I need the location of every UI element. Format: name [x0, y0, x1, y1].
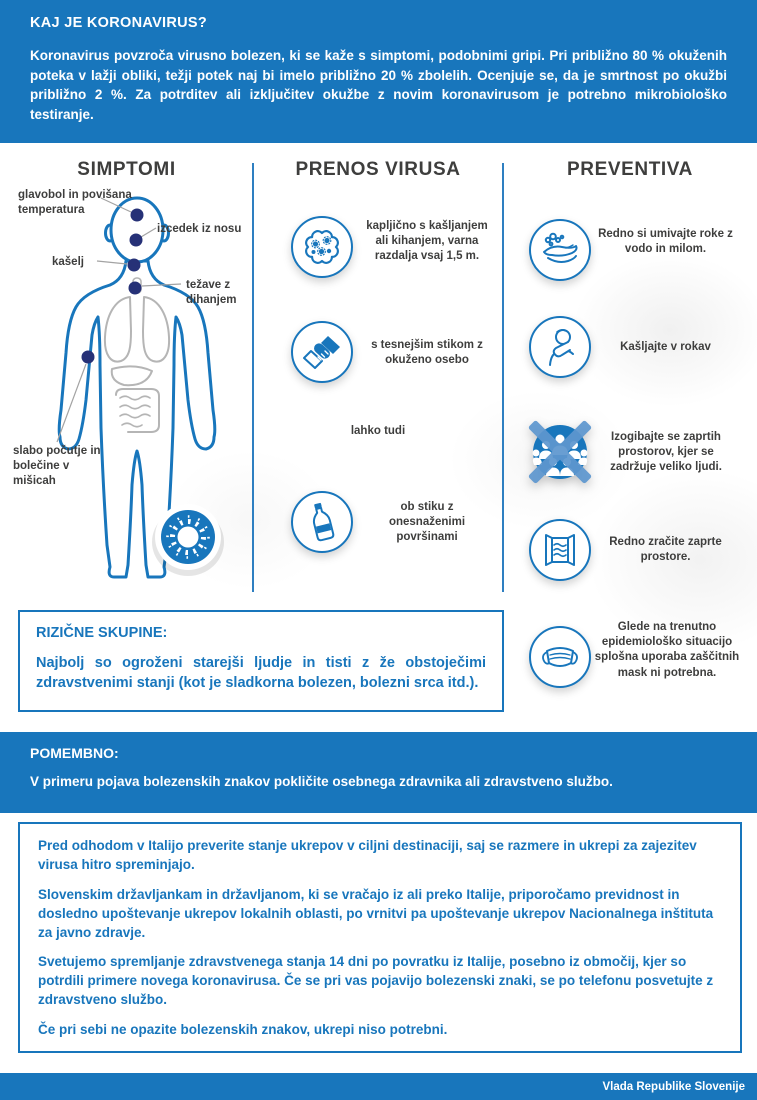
risk-groups-box: [18, 610, 504, 712]
transmission-surfaces-text: ob stiku z onesnaženimi površinami: [388, 501, 466, 544]
symptom-label-runny-nose: izcedek iz nosu: [157, 223, 242, 235]
symptom-dot: [82, 351, 95, 364]
travel-paragraph: Svetujemo spremljanje zdravstvenega stanja 14 dni po povratku iz Italije, posebno iz območij, kjer so potrdili primere novega koronavirusa. Če se pri vas pojavijo bolezenski znaki, se po telefonu posvetujte z zdravstveno službo.: [38, 954, 714, 1008]
avoid-crowds-icon: [522, 414, 598, 490]
symptom-dot: [129, 282, 142, 295]
bottle-icon: [291, 491, 353, 553]
important-text: V primeru pojava bolezenskih znakov pokličite osebnega zdravnika ali zdravstveno službo.: [30, 774, 613, 789]
prevention-crowds-text: Izogibajte se zaprtih prostorov, kjer se zadržuje veliko ljudi.: [610, 431, 722, 474]
symptom-dot: [130, 234, 143, 247]
footer-bar: [0, 1073, 757, 1100]
prevention-mask-text: Glede na trenutno epidemiološko situacijo splošna uporaba zaščitnih mask ni potrebna.: [594, 621, 740, 679]
symptom-label-cough: kašelj: [52, 256, 84, 268]
prevention-title: PREVENTIVA: [566, 159, 693, 180]
prevention-wash-text: Redno si umivajte roke z vodo in milom.: [598, 228, 733, 256]
droplet-cloud-icon: [291, 216, 353, 278]
prevention-cough-text: Kašljajte v rokav: [620, 341, 711, 353]
hand-washing-icon: [529, 219, 591, 281]
body-diagram: [0, 185, 253, 600]
column-divider: [502, 163, 504, 592]
header-banner: [0, 0, 757, 143]
transmission-title: PRENOS VIRUSA: [295, 159, 461, 180]
footer-text: Vlada Republike Slovenije: [602, 1080, 745, 1093]
travel-advice-box: [18, 822, 742, 1053]
important-title: POMEMBNO:: [30, 745, 119, 761]
symptoms-title: SIMPTOMI: [77, 159, 176, 180]
risk-groups-title: RIZIČNE SKUPINE:: [36, 625, 168, 641]
transmission-droplet-text: kapljično s kašljanjem ali kihanjem, varna razdalja vsaj 1,5 m.: [366, 220, 488, 263]
ventilation-icon: [529, 519, 591, 581]
handshake-icon: [291, 321, 353, 383]
symptom-dot: [128, 259, 141, 272]
prevention-ventilate-text: Redno zračite zaprte prostore.: [609, 536, 722, 564]
risk-groups-text: Najbolj so ogroženi starejši ljudje in tisti z že obstoječimi zdravstvenimi stanji (kot je sladkorna bolezen, bolezni srca itd.).: [36, 655, 486, 691]
important-banner: [0, 732, 757, 813]
symptom-label-malaise: slabo počutje in bolečine v mišicah: [13, 445, 101, 487]
travel-paragraph: Če pri sebi ne opazite bolezenskih znakov, ukrepi niso potrebni.: [38, 1022, 448, 1038]
transmission-connector-text: lahko tudi: [350, 425, 406, 437]
symptom-label-headache: glavobol in povišana temperatura: [18, 189, 132, 216]
cough-into-sleeve-icon: [529, 316, 591, 378]
travel-paragraph: Slovenskim državljankam in državljanom, ki se vračajo iz ali preko Italije, priporočamo previdnost in dosledno upoštevanje ukrepov lokalnih oblasti, po vrnitvi pa upoštevanje ukrepov Nacionalnega inštituta za javno zdravje.: [38, 886, 714, 940]
transmission-contact-text: s tesnejšim stikom z okuženo osebo: [371, 339, 483, 367]
page-title: KAJ JE KORONAVIRUS?: [30, 15, 208, 31]
face-mask-icon: [529, 626, 591, 688]
travel-paragraph: Pred odhodom v Italijo preverite stanje ukrepov v ciljni destinaciji, saj se razmere in ukrepi za zajezitev virusa hitro spreminjajo.: [38, 838, 697, 872]
symptom-label-breathing: težave z dihanjem: [186, 279, 237, 306]
intro-paragraph: Koronavirus povzroča virusno bolezen, ki se kaže s simptomi, podobnimi gripi. Pri približno 80 % okuženih poteka v lažji obliki, težji potek naj bi imelo približno 20 % zbolelih. Ocenjuje se, da je smrtnost po okužbi približno 2 %. Za potrditev ali izključitev okužbe z novim koronavirusom je potrebno mikrobiološko testiranje.: [30, 48, 727, 122]
